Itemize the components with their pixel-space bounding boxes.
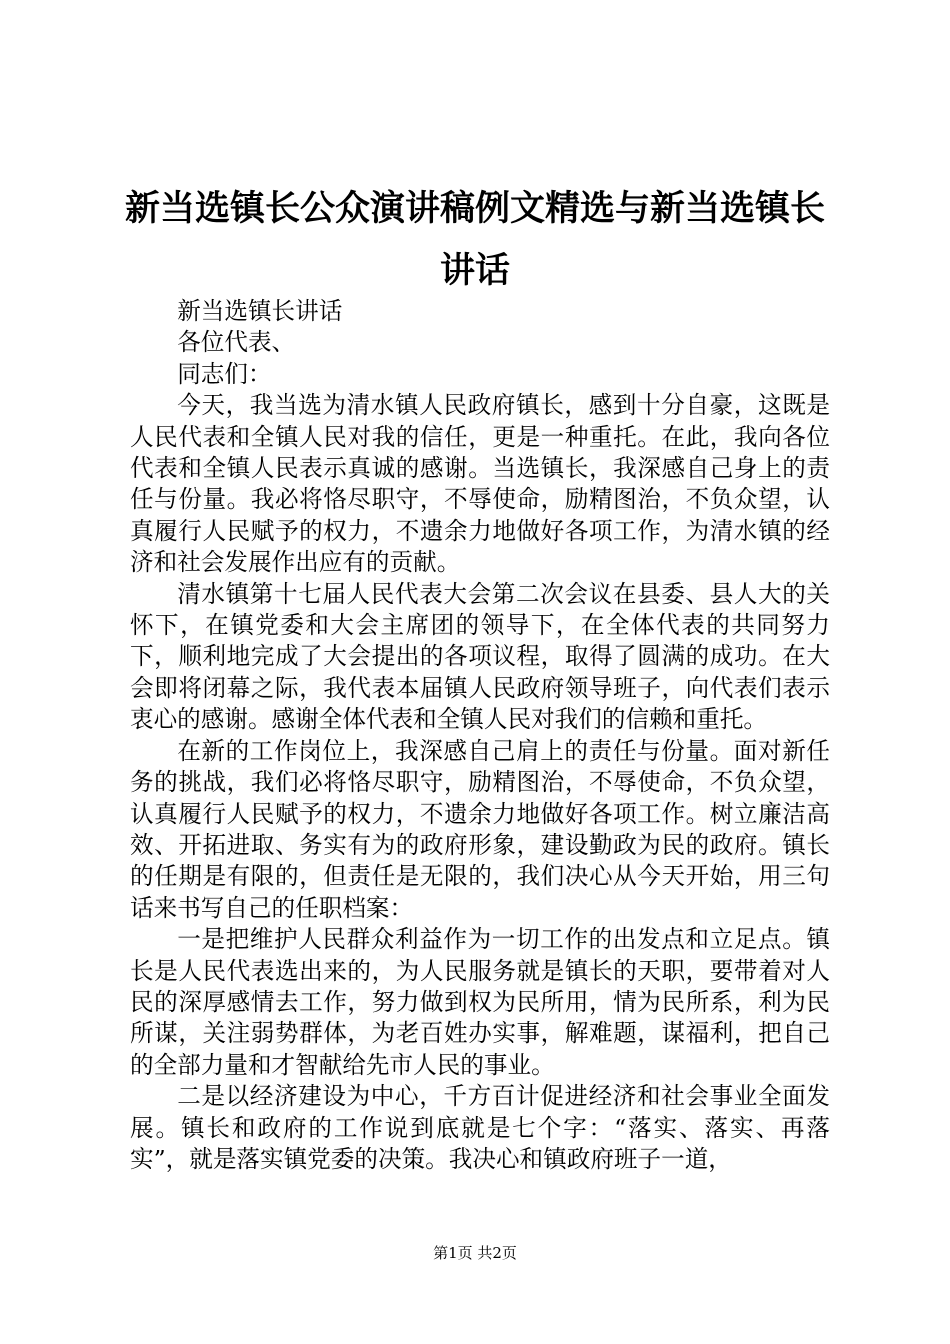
paragraph: 一是把维护人民群众利益作为一切工作的出发点和立足点。镇长是人民代表选出来的，为人民服务就是镇长的天职，要带着对人民的深厚感情去工作，努力做到权为民所用，情为民所系，利为民所谋，关注弱势群体，为老百姓办实事，解难题，谋福利，把自己的全部力量和才智献给先市人民的事业。: [130, 925, 830, 1079]
paragraph: 二是以经济建设为中心，千方百计促进经济和社会事业全面发展。镇长和政府的工作说到底就是七个字：“落实、落实、再落实”，就是落实镇党委的决策。我决心和镇政府班子一道，: [130, 1082, 830, 1173]
paragraph-salutation-2: 同志们：: [177, 359, 272, 388]
paragraph-salutation-1: 各位代表、: [177, 328, 296, 357]
paragraph: 在新的工作岗位上，我深感自己肩上的责任与份量。面对新任务的挑战，我们必将恪尽职守，励精图治，不辱使命，不负众望，认真履行人民赋予的权力，不遗余力地做好各项工作。树立廉洁高效、开拓进取、务实有为的政府形象，建设勤政为民的政府。镇长的任期是有限的，但责任是无限的，我们决心从今天开始，用三句话来书写自己的任职档案：: [130, 736, 830, 922]
paragraph-heading: 新当选镇长讲话: [177, 297, 343, 325]
paragraph: 今天，我当选为清水镇人民政府镇长，感到十分自豪，这既是人民代表和全镇人民对我的信任，更是一种重托。在此，我向各位代表和全镇人民表示真诚的感谢。当选镇长，我深感自己身上的责任与份量。我必将恪尽职守，不辱使命，励精图治，不负众望，认真履行人民赋予的权力，不遗余力地做好各项工作，为清水镇的经济和社会发展作出应有的贡献。: [130, 391, 830, 577]
page-footer: 第1页 共2页: [433, 1244, 517, 1262]
document-body: [130, 296, 830, 1175]
paragraph: 清水镇第十七届人民代表大会第二次会议在县委、县人大的关怀下，在镇党委和大会主席团的领导下，在全体代表的共同努力下，顺利地完成了大会提出的各项议程，取得了圆满的成功。在大会即将闭幕之际，我代表本届镇人民政府领导班子，向代表们表示衷心的感谢。感谢全体代表和全镇人民对我们的信赖和重托。: [130, 579, 830, 734]
document-title: 新当选镇长公众演讲稿例文精选与新当选镇长讲话: [124, 189, 825, 291]
